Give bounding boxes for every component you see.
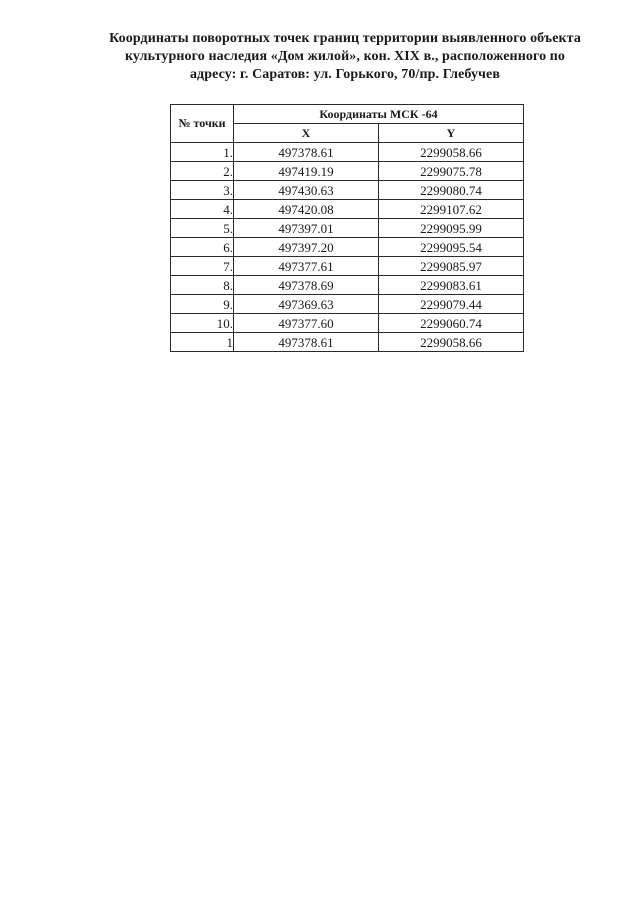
header-point-number: № точки (171, 105, 234, 143)
y-coordinate-cell: 2299095.54 (379, 238, 524, 257)
x-coordinate-cell: 497419.19 (234, 162, 379, 181)
point-number-cell: 10. (171, 314, 234, 333)
title-line: Координаты поворотных точек границ территории выявленного объекта (109, 31, 581, 46)
point-number-cell: 8. (171, 276, 234, 295)
x-coordinate-cell: 497430.63 (234, 181, 379, 200)
y-coordinate-cell: 2299058.66 (379, 333, 524, 352)
point-number-cell: 4. (171, 200, 234, 219)
coordinates-table (170, 104, 524, 352)
table-row (171, 162, 524, 181)
x-coordinate-cell: 497377.61 (234, 257, 379, 276)
title-line: культурного наследия «Дом жилой», кон. XIX в., расположенного по (124, 49, 566, 64)
point-number-cell: 6. (171, 238, 234, 257)
y-coordinate-cell: 2299075.78 (379, 162, 524, 181)
table-row (171, 200, 524, 219)
y-coordinate-cell: 2299080.74 (379, 181, 524, 200)
x-coordinate-cell: 497378.61 (234, 333, 379, 352)
y-coordinate-cell: 2299060.74 (379, 314, 524, 333)
point-number-cell: 3. (171, 181, 234, 200)
y-coordinate-cell: 2299083.61 (379, 276, 524, 295)
y-coordinate-cell: 2299107.62 (379, 200, 524, 219)
x-coordinate-cell: 497377.60 (234, 314, 379, 333)
y-coordinate-cell: 2299085.97 (379, 257, 524, 276)
table-row (171, 295, 524, 314)
x-coordinate-cell: 497397.20 (234, 238, 379, 257)
document-title (70, 30, 620, 84)
x-coordinate-cell: 497397.01 (234, 219, 379, 238)
table-row (171, 333, 524, 352)
table-row (171, 143, 524, 162)
table-row (171, 314, 524, 333)
table-row (171, 181, 524, 200)
point-number-cell: 1. (171, 143, 234, 162)
table-row (171, 257, 524, 276)
table-row (171, 219, 524, 238)
title-line: адресу: г. Саратов: ул. Горького, 70/пр. Глебучев (189, 67, 501, 82)
y-coordinate-cell: 2299079.44 (379, 295, 524, 314)
x-coordinate-cell: 497378.61 (234, 143, 379, 162)
header-coordinates-group: Координаты МСК -64 (234, 105, 524, 124)
table-row (171, 276, 524, 295)
point-number-cell: 2. (171, 162, 234, 181)
x-coordinate-cell: 497420.08 (234, 200, 379, 219)
point-number-cell: 5. (171, 219, 234, 238)
point-number-cell: 9. (171, 295, 234, 314)
header-x: X (234, 124, 379, 143)
point-number-cell: 7. (171, 257, 234, 276)
header-y: Y (379, 124, 524, 143)
x-coordinate-cell: 497369.63 (234, 295, 379, 314)
point-number-cell: 1 (171, 333, 234, 352)
y-coordinate-cell: 2299095.99 (379, 219, 524, 238)
x-coordinate-cell: 497378.69 (234, 276, 379, 295)
table-row (171, 238, 524, 257)
y-coordinate-cell: 2299058.66 (379, 143, 524, 162)
